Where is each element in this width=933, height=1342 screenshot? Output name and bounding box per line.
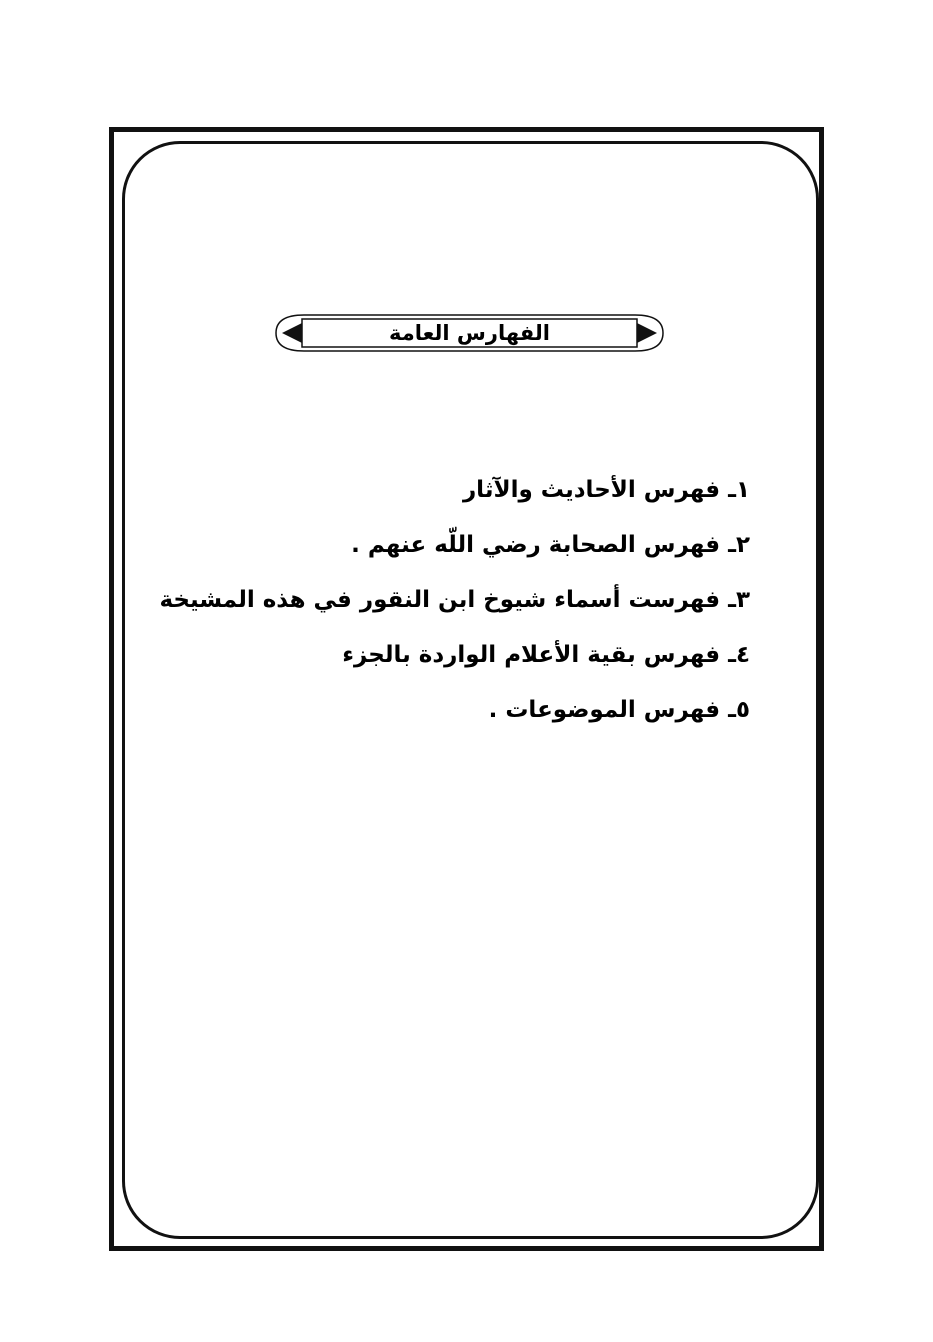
index-item-companions: ٢ـ فهرس الصحابة رضي اللّه عنهم . (351, 532, 750, 558)
page-title: الفهارس العامة (389, 321, 550, 345)
index-item-shaykhs: ٣ـ فهرست أسماء شيوخ ابن النقور في هذه المشيخة (159, 587, 750, 613)
index-item-hadith: ١ـ فهرس الأحاديث والآثار (462, 477, 750, 503)
left-arrow-icon (282, 323, 302, 343)
index-item-topics: ٥ـ فهرس الموضوعات . (488, 697, 750, 723)
index-item-names: ٤ـ فهرس بقية الأعلام الواردة بالجزء (342, 642, 750, 668)
index-list (159, 466, 750, 741)
title-banner (274, 311, 665, 355)
right-arrow-icon (637, 323, 657, 343)
